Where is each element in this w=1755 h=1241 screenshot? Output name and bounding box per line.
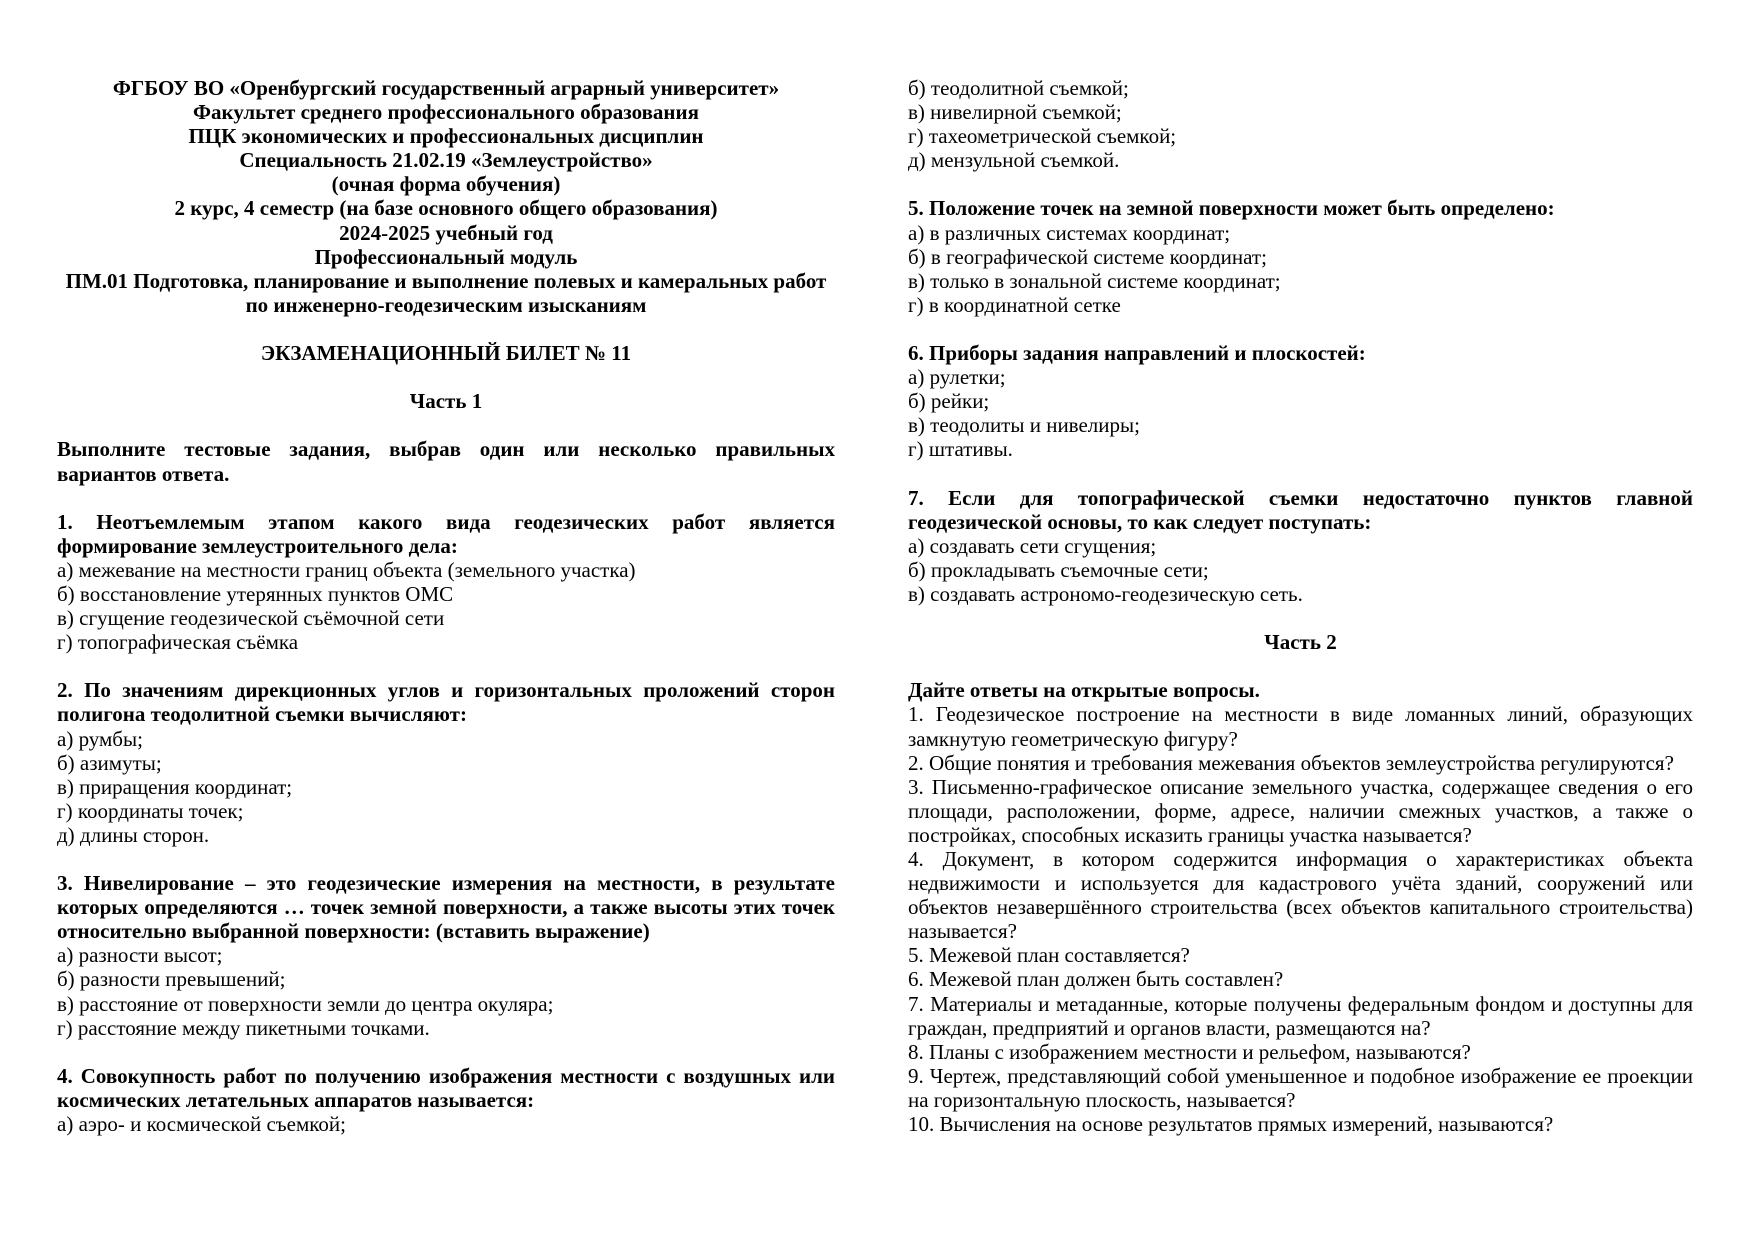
part2-question-6: 6. Межевой план должен быть составлен? — [908, 967, 1284, 992]
header-line-module: Профессиональный модуль — [314, 244, 578, 269]
question-1-stem: 1. Неотъемлемым этапом какого вида геодезических работ является формирование землеустроительного дела: — [57, 509, 835, 558]
question-4-stem: 4. Совокупность работ по получению изображения местности с воздушных или космических летательных аппаратов называется: — [57, 1063, 835, 1112]
question-1-option-v: в) сгущение геодезической съёмочной сети — [57, 606, 445, 631]
question-1-option-g: г) топографическая съёмка — [57, 630, 299, 655]
question-7-option-b: б) прокладывать съемочные сети; — [908, 557, 1209, 582]
question-5 — [908, 196, 1693, 316]
question-3-option-a: а) разности высот; — [57, 943, 223, 968]
question-2-option-v: в) приращения координат; — [57, 774, 293, 799]
question-2-option-b: б) азимуты; — [57, 750, 162, 775]
header-line-course: 2 курс, 4 семестр (на базе основного общего образования) — [174, 196, 718, 221]
question-7 — [908, 486, 1693, 606]
part2-question-3: 3. Письменно-графическое описание земельного участка, содержащее сведения о его площади, расположении, форме, адресе, наличии смежных участков, а также о постройках, способных исказить границы участка называется? — [908, 774, 1693, 847]
part2-questions — [908, 702, 1693, 1136]
header-line-module-name2: по инженерно-геодезическим изысканиям — [245, 292, 647, 317]
question-2 — [57, 678, 835, 847]
question-2-stem: 2. По значениям дирекционных углов и горизонтальных проложений сторон полигона теодолитной съемки вычисляют: — [57, 678, 835, 727]
question-2-option-g: г) координаты точек; — [57, 798, 244, 823]
question-4 — [57, 1064, 835, 1136]
question-4-continued — [908, 76, 1693, 172]
question-1-option-b: б) восстановление утерянных пунктов ОМС — [57, 581, 454, 606]
question-3-option-b: б) разности превышений; — [57, 967, 286, 992]
question-1 — [57, 510, 835, 655]
question-4-option-g: г) тахеометрической съемкой; — [908, 124, 1177, 149]
question-3-option-g: г) расстояние между пикетными точками. — [57, 1015, 430, 1040]
question-4-option-b: б) теодолитной съемкой; — [908, 76, 1129, 100]
question-6-option-v: в) теодолиты и нивелиры; — [908, 413, 1140, 438]
part2-question-9: 9. Чертеж, представляющий собой уменьшенное и подобное изображение ее проекции на горизонтальную плоскость, называется? — [908, 1063, 1693, 1112]
question-7-stem: 7. Если для топографической съемки недостаточно пунктов главной геодезической основы, то как следует поступать: — [908, 485, 1693, 534]
question-1-option-a: а) межевание на местности границ объекта (земельного участка) — [57, 557, 636, 582]
question-5-option-a: а) в различных системах координат; — [908, 220, 1231, 245]
part1-instruction: Выполните тестовые задания, выбрав один или несколько правильных вариантов ответа. — [57, 437, 835, 486]
question-2-option-d: д) длины сторон. — [57, 822, 210, 847]
part2-instruction: Дайте ответы на открытые вопросы. — [908, 678, 1260, 703]
header-line-faculty: Факультет среднего профессионального образования — [193, 100, 699, 125]
left-column — [57, 76, 835, 1136]
part2-question-8: 8. Планы с изображением местности и рельефом, называются? — [908, 1039, 1471, 1064]
exam-ticket-title: ЭКЗАМЕНАЦИОННЫЙ БИЛЕТ № 11 — [260, 341, 632, 366]
question-3 — [57, 871, 835, 1040]
question-5-option-b: б) в географической системе координат; — [908, 244, 1267, 269]
header-line-university: ФГБОУ ВО «Оренбургский государственный аграрный университет» — [112, 76, 780, 100]
part2-question-10: 10. Вычисления на основе результатов прямых измерений, называются? — [908, 1112, 1554, 1137]
part2-question-4: 4. Документ, в котором содержится информация о характеристиках объекта недвижимости и используется для кадастрового учёта зданий, сооружений или объектов незавершённого строительства (всех объектов капитального строительства) называется? — [908, 847, 1693, 944]
part2-question-5: 5. Межевой план составляется? — [908, 943, 1190, 968]
part1-title: Часть 1 — [409, 389, 483, 414]
question-6-option-b: б) рейки; — [908, 389, 990, 414]
question-4-option-a: а) аэро- и космической съемкой; — [57, 1112, 346, 1137]
question-4-option-v: в) нивелирной съемкой; — [908, 100, 1122, 125]
header-line-study-form: (очная форма обучения) — [331, 172, 561, 197]
part2-question-1: 1. Геодезическое построение на местности в виде ломанных линий, образующих замкнутую геометрическую фигуру? — [908, 702, 1693, 751]
question-6-option-g: г) штативы. — [908, 437, 1013, 462]
part2-question-2: 2. Общие понятия и требования межевания объектов землеустройства регулируются? — [908, 750, 1674, 775]
part2-title: Часть 2 — [1264, 630, 1337, 655]
header-line-year: 2024-2025 учебный год — [339, 220, 553, 245]
question-6-stem: 6. Приборы задания направлений и плоскостей: — [908, 341, 1366, 366]
header-line-department: ПЦК экономических и профессиональных дисциплин — [188, 124, 704, 149]
question-3-option-v: в) расстояние от поверхности земли до центра окуляра; — [57, 991, 554, 1016]
header-line-module-name: ПМ.01 Подготовка, планирование и выполнение полевых и камеральных работ — [65, 268, 827, 293]
question-6 — [908, 341, 1693, 461]
right-column — [908, 76, 1693, 1136]
question-7-option-v: в) создавать астрономо-геодезическую сеть. — [908, 581, 1303, 606]
question-5-stem: 5. Положение точек на земной поверхности может быть определено: — [908, 196, 1555, 221]
question-3-stem: 3. Нивелирование – это геодезические измерения на местности, в результате которых определяются … точек земной поверхности, а также высоты этих точек относительно выбранной поверхности: (вставить выражение) — [57, 871, 835, 944]
header-line-speciality: Специальность 21.02.19 «Землеустройство» — [239, 148, 653, 173]
part2-question-7: 7. Материалы и метаданные, которые получены федеральным фондом и доступны для граждан, предприятий и органов власти, размещаются на? — [908, 991, 1693, 1040]
question-7-option-a: а) создавать сети сгущения; — [908, 533, 1157, 558]
question-4-option-d: д) мензульной съемкой. — [908, 148, 1120, 173]
question-5-option-v: в) только в зональной системе координат; — [908, 268, 1281, 293]
question-2-option-a: а) румбы; — [57, 726, 143, 751]
question-5-option-g: г) в координатной сетке — [908, 292, 1121, 317]
question-6-option-a: а) рулетки; — [908, 365, 1006, 390]
document-header — [57, 76, 835, 317]
